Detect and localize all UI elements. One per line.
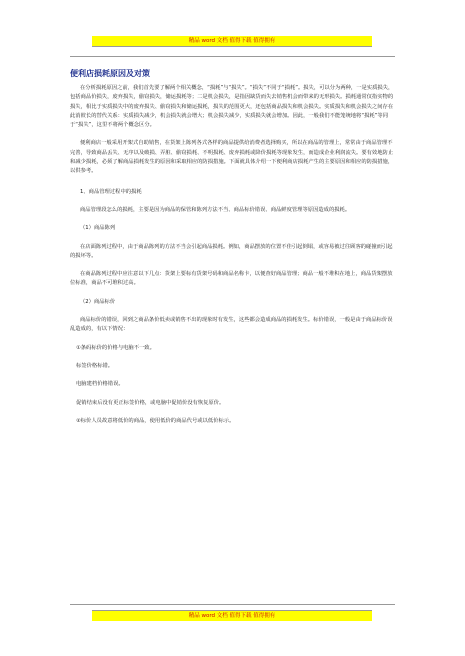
article-body — [70, 84, 395, 426]
list-item: ①条码标价的价格与电脑不一致。 — [76, 344, 155, 351]
footer-banner: 精品 word 文档 值得下载 值得拥有 — [92, 610, 372, 621]
subsection-pricing-p1: 商品标价的错误，回到之商品条价低卖或销售不出的现象时有发生，这些都会造成商品的损耗发生。标价错误，一般是由于商品标价误乱造成的，有以下情况： — [70, 317, 393, 333]
header-rule — [70, 56, 395, 57]
footer-rule — [70, 604, 395, 605]
list-item: 电脑建档价格错误。 — [76, 381, 124, 388]
subsection-heading-display: （1）商品陈列 — [80, 225, 116, 232]
subsection-display-p1: 在店面陈列过程中，由于商品陈列的方法不当会引起商品损耗。例如，商品摆放的位置不佳引起倒塌，或容易被过往顾客的碰撞而引起的损坏等。 — [70, 243, 393, 259]
list-item: 促销结束后没有更正标签价格，或电脑中促销价没有恢复原价。 — [76, 399, 225, 406]
list-item: ②标价人员故意将低价的商品，使用低价的商品代号或以低价标示。 — [76, 417, 235, 424]
section-heading-1: 1、商品管理过程中的损耗 — [80, 188, 142, 195]
paragraph-store: 便利商店一般采用开架式自助销售，在货架上陈列各式各样的商品提供给消费者选择购买，所以在商品的管理上，常常由于商品管理不完善，导致商品丢失、无序以及破损、弄脏、偷窃损耗、不明损耗、废弃损耗或降价损耗等现象发生，而造成企业利润流失。要有效地防止和减少损耗，必须了解商品损耗发生的原因和采取相应的防损措施。下面就具体介绍一下便利商店损耗产生的主要原因和相应的防损措施，以供参考。 — [70, 140, 394, 175]
section-text-1: 商品管理段怎么的损耗，主要是因为商品的保管和陈列方法不当、商品标价错误、商品鲜度管理等原因造成的损耗。 — [80, 206, 351, 213]
paragraph-intro: 在分析损耗原因之前，我们首先要了解两个相关概念，“损耗”与“损失”。“损失”不同于“损耗”。损失，可以分为两种，一是实质损失，包括商品价损失，废弃损失，偷窃损失，储运损耗等；二是机会损失，是指因缺货而失去销售机会而带来的无形损失。损耗通常仅指实物的损失，相比于实质损失中的废弃损失、偷窃损失和储运损耗，损失的范围更大，还包括商品损失和机会损失。实质损失和机会损失之间存在此消彼长的替代关系：实质损失减少，机会损失就会增大；机会损失减少，实质损失就会增加。因此，一般我们不能笼统地将“损耗”等同于“损失”，这里不将两个概念区分。 — [70, 85, 394, 129]
subsection-heading-pricing: （2）商品标价 — [80, 298, 116, 305]
subsection-display-p2: 在商品陈列过程中应注意以下几点：货架上要标有货架号码和商品名称卡，以便查好商品管理；商品一般不堆积在地上，商品货架摆放位标准，商品不可堆积过高。 — [70, 271, 393, 287]
article-title: 便利店损耗原因及对策 — [70, 68, 150, 78]
list-item: 标签价格标错。 — [76, 362, 114, 369]
header-banner: 精品 word 文档 值得下载 值得拥有 — [92, 36, 372, 47]
